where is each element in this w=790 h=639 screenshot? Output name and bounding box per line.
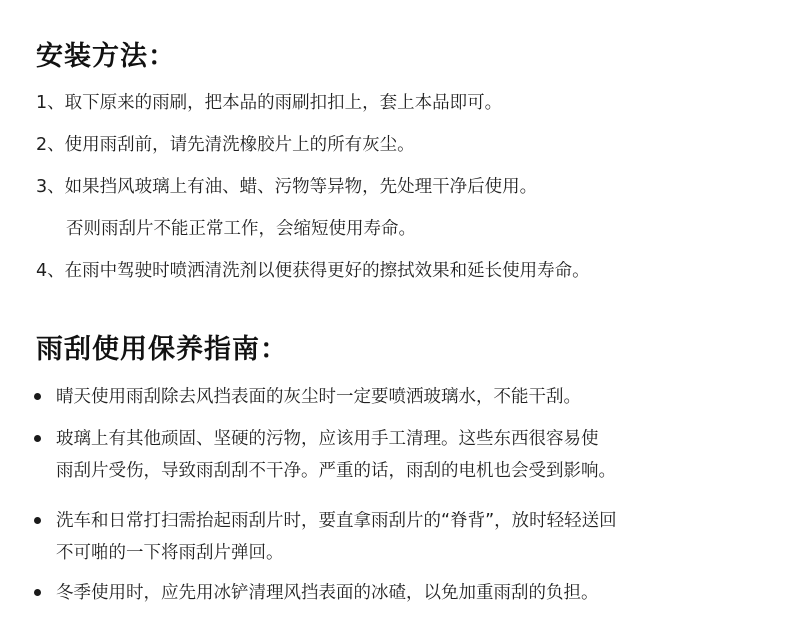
- bullet-icon: [34, 393, 41, 400]
- bullet-icon: [34, 517, 41, 524]
- install-step-3-continued: 否则雨刮片不能正常工作，会缩短使用寿命。: [66, 219, 416, 239]
- care-item-3-line-1: 洗车和日常打扫需抬起雨刮片时，要直拿雨刮片的“脊背”，放时轻轻送回: [56, 511, 617, 531]
- install-step-4: 4、在雨中驾驶时喷洒清洗剂以便获得更好的擦拭效果和延长使用寿命。: [36, 261, 590, 281]
- care-item-3-line-2: 不可啪的一下将雨刮片弹回。: [56, 543, 284, 563]
- care-item-2-line-1: 玻璃上有其他顽固、坚硬的污物，应该用手工清理。这些东西很容易使: [56, 429, 599, 449]
- bullet-icon: [34, 589, 41, 596]
- install-step-2: 2、使用雨刮前，请先清洗橡胶片上的所有灰尘。: [36, 135, 415, 155]
- bullet-icon: [34, 435, 41, 442]
- care-item-2-line-2: 雨刮片受伤，导致雨刮刮不干净。严重的话，雨刮的电机也会受到影响。: [56, 461, 616, 481]
- care-item-1: 晴天使用雨刮除去风挡表面的灰尘时一定要喷洒玻璃水，不能干刮。: [56, 387, 581, 407]
- install-step-3: 3、如果挡风玻璃上有油、蜡、污物等异物，先处理干净后使用。: [36, 177, 538, 197]
- care-section-title: 雨刮使用保养指南：: [36, 334, 288, 365]
- install-section-title: 安装方法：: [36, 41, 176, 72]
- install-step-1: 1、取下原来的雨刷，把本品的雨刷扣扣上，套上本品即可。: [36, 93, 503, 113]
- care-item-4: 冬季使用时，应先用冰铲清理风挡表面的冰碴，以免加重雨刮的负担。: [56, 583, 599, 603]
